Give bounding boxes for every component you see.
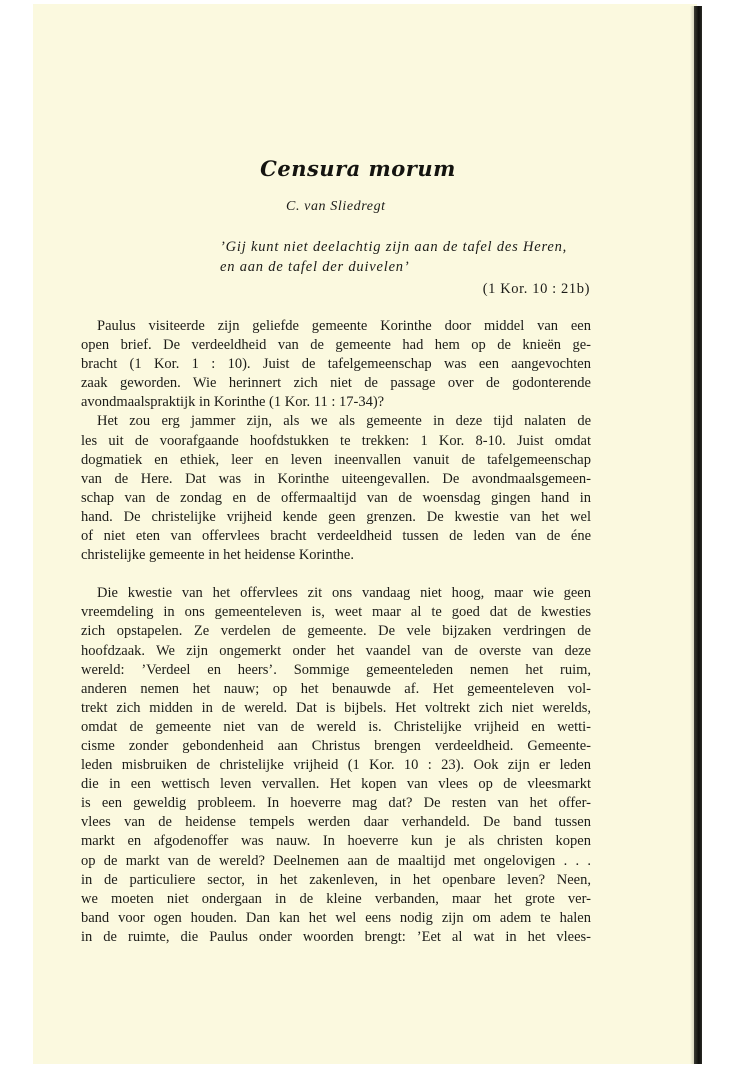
text-line: Die kwestie van het offervlees zit ons vandaag niet hoog, maar wie geen xyxy=(97,585,591,602)
text-line: leden misbruiken de christelijke vrijheid (1 Kor. 10 : 23). Ook zijn er leden xyxy=(81,757,591,774)
text-line: op de markt van de wereld? Deelnemen aan de maaltijd met ongelovigen . . . xyxy=(81,852,591,869)
text-line: in de particuliere sector, in het zakenleven, in het openbare leven? Neen, xyxy=(81,871,591,888)
epigraph xyxy=(220,237,590,277)
epigraph-reference: (1 Kor. 10 : 21b) xyxy=(482,281,590,297)
text-line: wereld: ’Verdeel en heers’. Sommige gemeenteleden nemen het ruim, xyxy=(81,661,591,678)
text-line: vlees van de heidense tempels werden daar verhandeld. De band tussen xyxy=(81,814,591,831)
text-line: christelijke gemeente in het heidense Korinthe. xyxy=(81,547,354,564)
text-line: is een geweldig probleem. In hoeverre mag dat? De resten van het offer- xyxy=(81,795,591,812)
text-line: of niet eten van offervlees bracht verdeeldheid tussen de leden van de éne xyxy=(81,528,591,545)
paragraph xyxy=(81,317,591,412)
text-line: trekt zich midden in de wereld. Dat is bijbels. Het voltrekt zich niet werelds, xyxy=(81,699,591,716)
text-line: van de Here. Dat was in Korinthe uiteengevallen. De avondmaalsgemeen- xyxy=(81,470,591,487)
text-line: die in een wettisch leven vervallen. Het kopen van vlees op de vleesmarkt xyxy=(81,776,591,793)
article-author: C. van Sliedregt xyxy=(286,199,386,214)
epigraph-line: ’Gij kunt niet deelachtig zijn aan de tafel des Heren, xyxy=(220,239,568,255)
text-line: markt en afgodenoffer was nauw. In hoeverre kun je als christen kopen xyxy=(81,833,591,850)
text-line: anderen nemen het nauw; op het benauwde af. Het gemeenteleven vol- xyxy=(81,680,591,697)
epigraph-line: en aan de tafel der duivelen’ xyxy=(220,259,410,275)
text-line: band voor ogen houden. Dan kan het wel eens nodig zijn om adem te halen xyxy=(81,909,591,926)
text-line: hoofdzaak. We zijn ongemerkt onder het vaandel van de overste van deze xyxy=(81,642,591,659)
text-line: omdat de gemeente niet van de wereld is. Christelijke vrijheid en wetti- xyxy=(81,718,591,735)
paragraph xyxy=(81,584,591,947)
text-line: bracht (1 Kor. 1 : 10). Juist de tafelgemeenschap was een aangevochten xyxy=(81,356,591,373)
text-line: dogmatiek en ethiek, leer en leven ineenvallen vanuit de tafelgemeenschap xyxy=(81,451,591,468)
text-line: cisme zonder gebondenheid aan Christus brengen verdeeldheid. Gemeente- xyxy=(81,737,591,754)
text-line: Paulus visiteerde zijn geliefde gemeente Korinthe door middel van een xyxy=(97,318,591,334)
text-line: les uit de voorafgaande hoofdstukken te trekken: 1 Kor. 8-10. Juist omdat xyxy=(81,432,591,449)
text-line: we moeten niet ondergaan in de kleine verbanden, maar het grote ver- xyxy=(81,890,591,907)
paragraph xyxy=(81,412,591,565)
page-binding-edge xyxy=(694,6,702,1064)
article-body xyxy=(81,317,591,947)
text-line: zich opstapelen. Ze verdelen de gemeente. De vele bijzaken verdringen de xyxy=(81,623,591,640)
article-title: Censura morum xyxy=(260,156,456,181)
paragraph-spacer xyxy=(81,565,591,584)
text-line: avondmaalspraktijk in Korinthe (1 Kor. 11 : 17-34)? xyxy=(81,394,385,411)
text-line: vreemdeling in ons gemeenteleven is, weet maar al te goed dat de kwesties xyxy=(81,604,591,621)
text-line: Het zou erg jammer zijn, als we als gemeente in deze tijd nalaten de xyxy=(97,413,591,430)
text-line: zaak geworden. Wie herinnert zich niet de passage over de godonterende xyxy=(81,375,591,392)
text-line: schap van de zondag en de offermaaltijd van de woensdag gingen hand in xyxy=(81,489,591,506)
text-line: in de ruimte, die Paulus onder woorden brengt: ’Eet al wat in het vlees- xyxy=(81,928,591,945)
text-line: open brief. De verdeeldheid van de gemeente had hem op de knieën ge- xyxy=(81,337,591,354)
text-line: hand. De christelijke vrijheid kende geen grenzen. De kwestie van het wel xyxy=(81,508,591,525)
